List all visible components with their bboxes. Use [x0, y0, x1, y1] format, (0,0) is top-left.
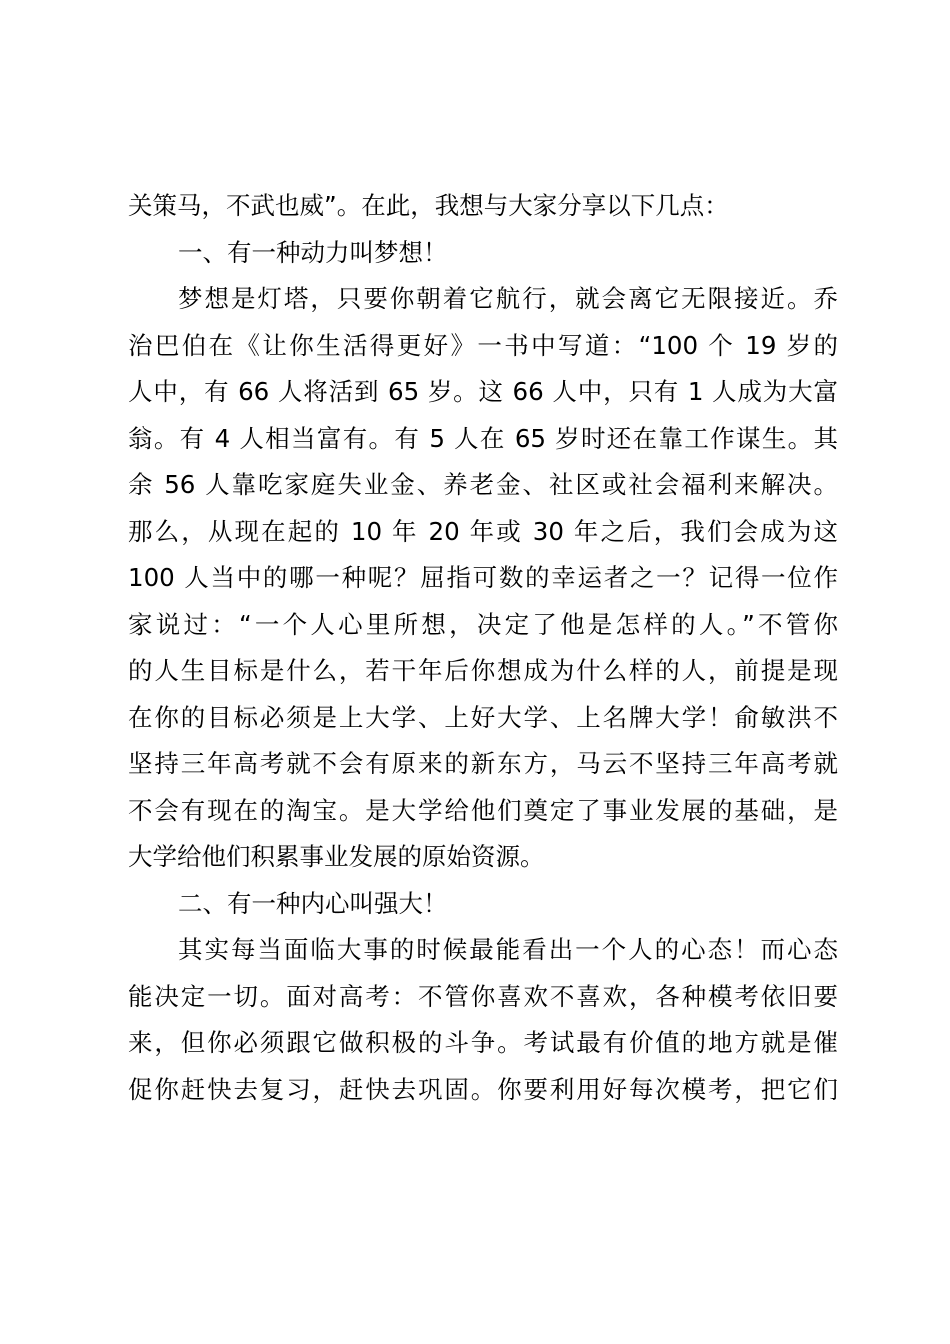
paragraph-line: 来，但你必须跟它做积极的斗争。考试最有价值的地方就是催 — [128, 1028, 838, 1057]
section-heading: 一、有一种动力叫梦想！ — [178, 237, 448, 267]
paragraph-line: 关策马，不武也威”。在此，我想与大家分享以下几点： — [128, 191, 729, 220]
document-body — [128, 183, 838, 1113]
paragraph-line: 人中，有 66 人将活到 65 岁。这 66 人中，只有 1 人成为大富 — [128, 377, 838, 406]
paragraph-line: 在你的目标必须是上大学、上好大学、上名牌大学！俞敏洪不 — [128, 702, 838, 732]
paragraph-line: 100 人当中的哪一种呢？屈指可数的幸运者之一？记得一位作 — [128, 563, 838, 592]
paragraph-line: 翁。有 4 人相当富有。有 5 人在 65 岁时还在靠工作谋生。其 — [128, 423, 838, 453]
paragraph-line: 余 56 人靠吃家庭失业金、养老金、社区或社会福利来解决。 — [128, 470, 838, 499]
paragraph-line: 大学给他们积累事业发展的原始资源。 — [128, 842, 545, 871]
paragraph-line: 坚持三年高考就不会有原来的新东方，马云不坚持三年高考就 — [128, 749, 838, 778]
paragraph-line: 其实每当面临大事的时候最能看出一个人的心态！而心态 — [178, 935, 838, 964]
paragraph-line: 那么，从现在起的 10 年 20 年或 30 年之后，我们会成为这 — [128, 516, 838, 546]
paragraph-line: 家说过：“一个人心里所想，决定了他是怎样的人。”不管你 — [128, 609, 838, 639]
paragraph-line: 治巴伯在《让你生活得更好》一书中写道：“100 个 19 岁的 — [128, 330, 838, 360]
paragraph-line: 梦想是灯塔，只要你朝着它航行，就会离它无限接近。乔 — [178, 284, 838, 313]
paragraph-line: 促你赶快去复习，赶快去巩固。你要利用好每次模考，把它们 — [128, 1074, 838, 1104]
section-heading: 二、有一种内心叫强大！ — [178, 888, 448, 918]
paragraph-line: 能决定一切。面对高考：不管你喜欢不喜欢，各种模考依旧要 — [128, 981, 838, 1011]
paragraph-line: 不会有现在的淘宝。是大学给他们奠定了事业发展的基础，是 — [128, 795, 838, 825]
paragraph-line: 的人生目标是什么，若干年后你想成为什么样的人，前提是现 — [128, 656, 838, 685]
